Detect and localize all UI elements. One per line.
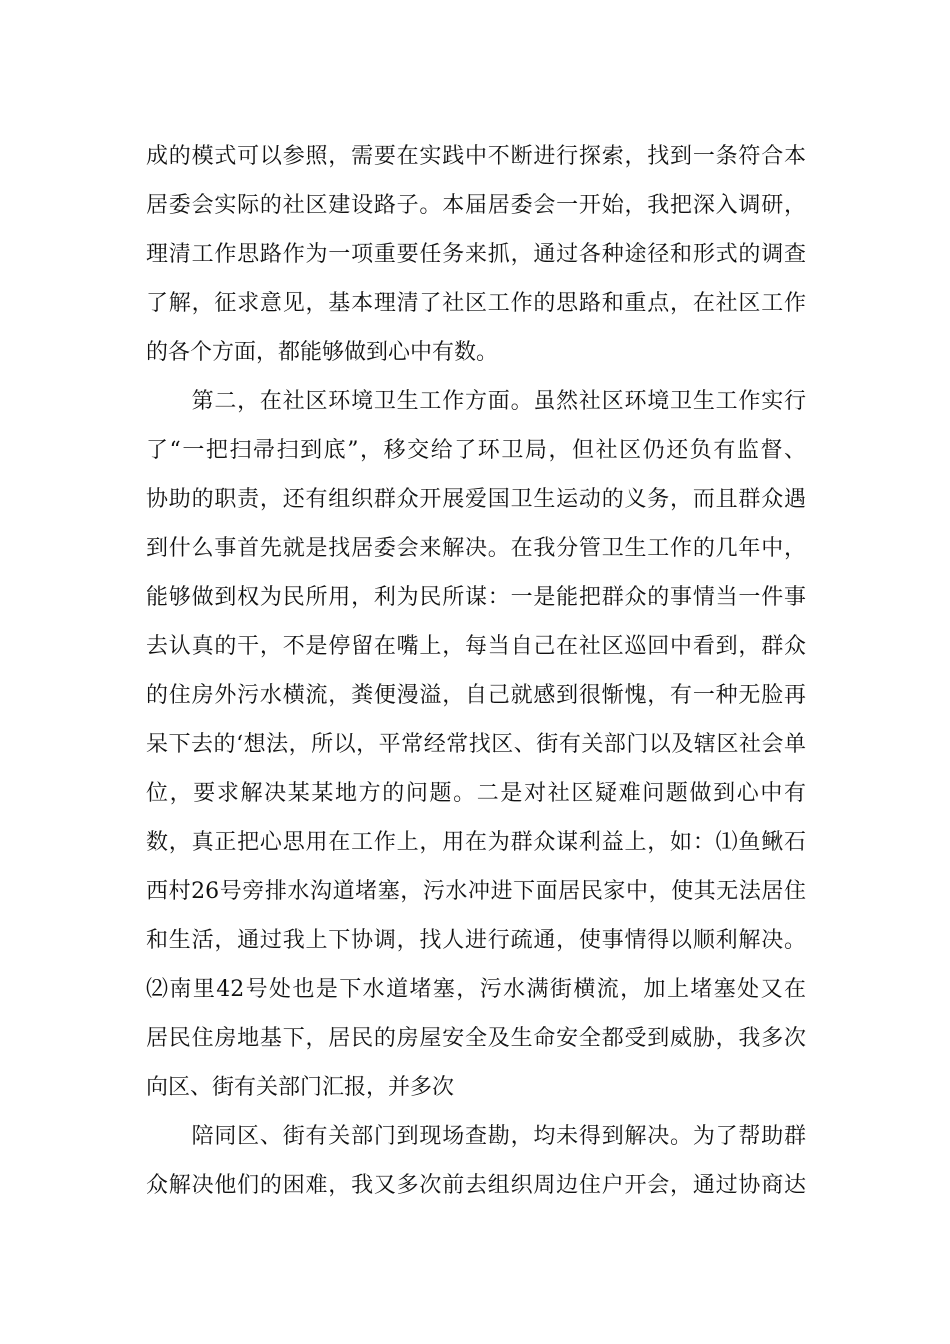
text-line: 位，要求解决某某地方的问题。二是对社区疑难问题做到心中有 [146,781,806,806]
text-line: 陪同区、街有关部门到现场查勘，均未得到解决。为了帮助群 [146,1124,806,1149]
text-line: 了解，征求意见，基本理清了社区工作的思路和重点，在社区工作 [146,291,806,316]
text-line: 理清工作思路作为一项重要任务来抓，通过各种途径和形式的调查 [146,242,806,267]
text-line: 呆下去的‘想法，所以，平常经常找区、街有关部门以及辖区社会单 [146,732,806,757]
text-line: 居民住房地基下，居民的房屋安全及生命安全都受到威胁，我多次 [146,1026,806,1051]
text-line: ⑵南里42号处也是下水道堵塞，污水满街横流，加上堵塞处又在 [146,977,806,1002]
text-line: 协助的职责，还有组织群众开展爱国卫生运动的义务，而且群众遇 [146,487,806,512]
text-line: 众解决他们的困难，我又多次前去组织周边住户开会，通过协商达 [146,1173,806,1198]
text-line: 的各个方面，都能够做到心中有数。 [146,340,499,365]
text-line: 西村26号旁排水沟道堵塞，污水冲进下面居民家中，使其无法居住 [146,879,806,904]
text-line: 的住房外污水横流，粪便漫溢，自己就感到很惭愧，有一种无脸再 [146,683,806,708]
text-line: 能够做到权为民所用，利为民所谋：一是能把群众的事情当一件事 [146,585,806,610]
text-line: 数，真正把心思用在工作上，用在为群众谋利益上，如：⑴鱼鳅石 [146,830,806,855]
text-line: 第二，在社区环境卫生工作方面。虽然社区环境卫生工作实行 [146,389,806,414]
text-line: 到什么事首先就是找居委会来解决。在我分管卫生工作的几年中， [146,536,806,561]
text-line: 成的模式可以参照，需要在实践中不断进行探索，找到一条符合本 [146,144,806,169]
text-line: 向区、街有关部门汇报，并多次 [146,1075,455,1100]
text-line: 居委会实际的社区建设路子。本届居委会一开始，我把深入调研， [146,193,806,218]
body-text [146,132,806,1210]
text-line: 去认真的干，不是停留在嘴上，每当自己在社区巡回中看到，群众 [146,634,806,659]
text-line: 了“一把扫帚扫到底”，移交给了环卫局，但社区仍还负有监督、 [146,438,806,463]
text-line: 和生活，通过我上下协调，找人进行疏通，使事情得以顺利解决。 [146,928,806,953]
